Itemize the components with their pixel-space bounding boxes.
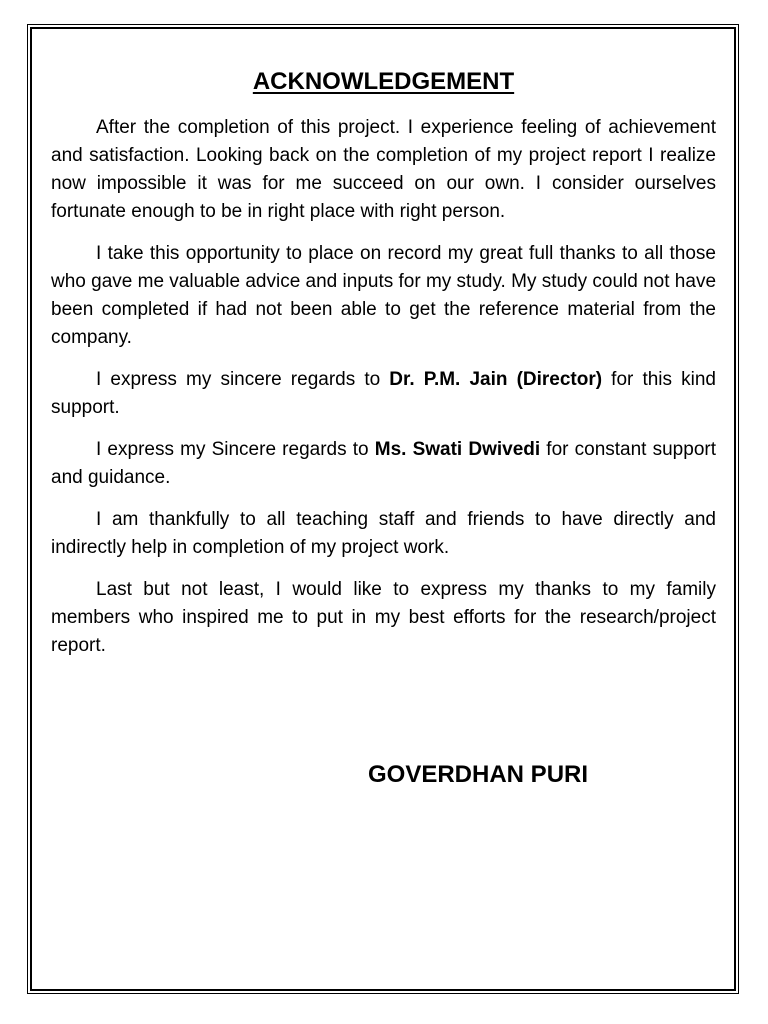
document-body	[51, 64, 716, 674]
paragraph-4-text-after: for constant support and guidance.	[51, 439, 716, 488]
paragraph-6: Last but not least, I would like to express my thanks to my family members who inspired me to put in my best efforts for the research/project report.	[51, 579, 716, 656]
paragraph-3	[51, 366, 716, 422]
paragraph-4	[51, 436, 716, 492]
director-name: Dr. P.M. Jain (Director)	[389, 369, 603, 390]
paragraph-1: After the completion of this project. I experience feeling of achievement and satisfaction. Looking back on the completion of my project report I realize now impossible it was for me succeed on our own. I consider ourselves fortunate enough to be in right place with right person.	[51, 117, 716, 222]
paragraph-2: I take this opportunity to place on record my great full thanks to all those who gave me valuable advice and inputs for my study. My study could not have been completed if had not been able to get the reference material from the company.	[51, 243, 717, 348]
page-title: ACKNOWLEDGEMENT	[252, 68, 515, 95]
paragraph-5: I am thankfully to all teaching staff and friends to have directly and indirectly help in completion of my project work.	[51, 509, 716, 558]
paragraph-3-text-before: I express my sincere regards to	[96, 369, 390, 390]
guide-name: Ms. Swati Dwivedi	[374, 439, 541, 460]
paragraph-4-text-before: I express my Sincere regards to	[96, 439, 375, 460]
signature-name: GOVERDHAN PURI	[368, 761, 589, 788]
paragraph-3-text-after: for this kind support.	[51, 369, 716, 418]
